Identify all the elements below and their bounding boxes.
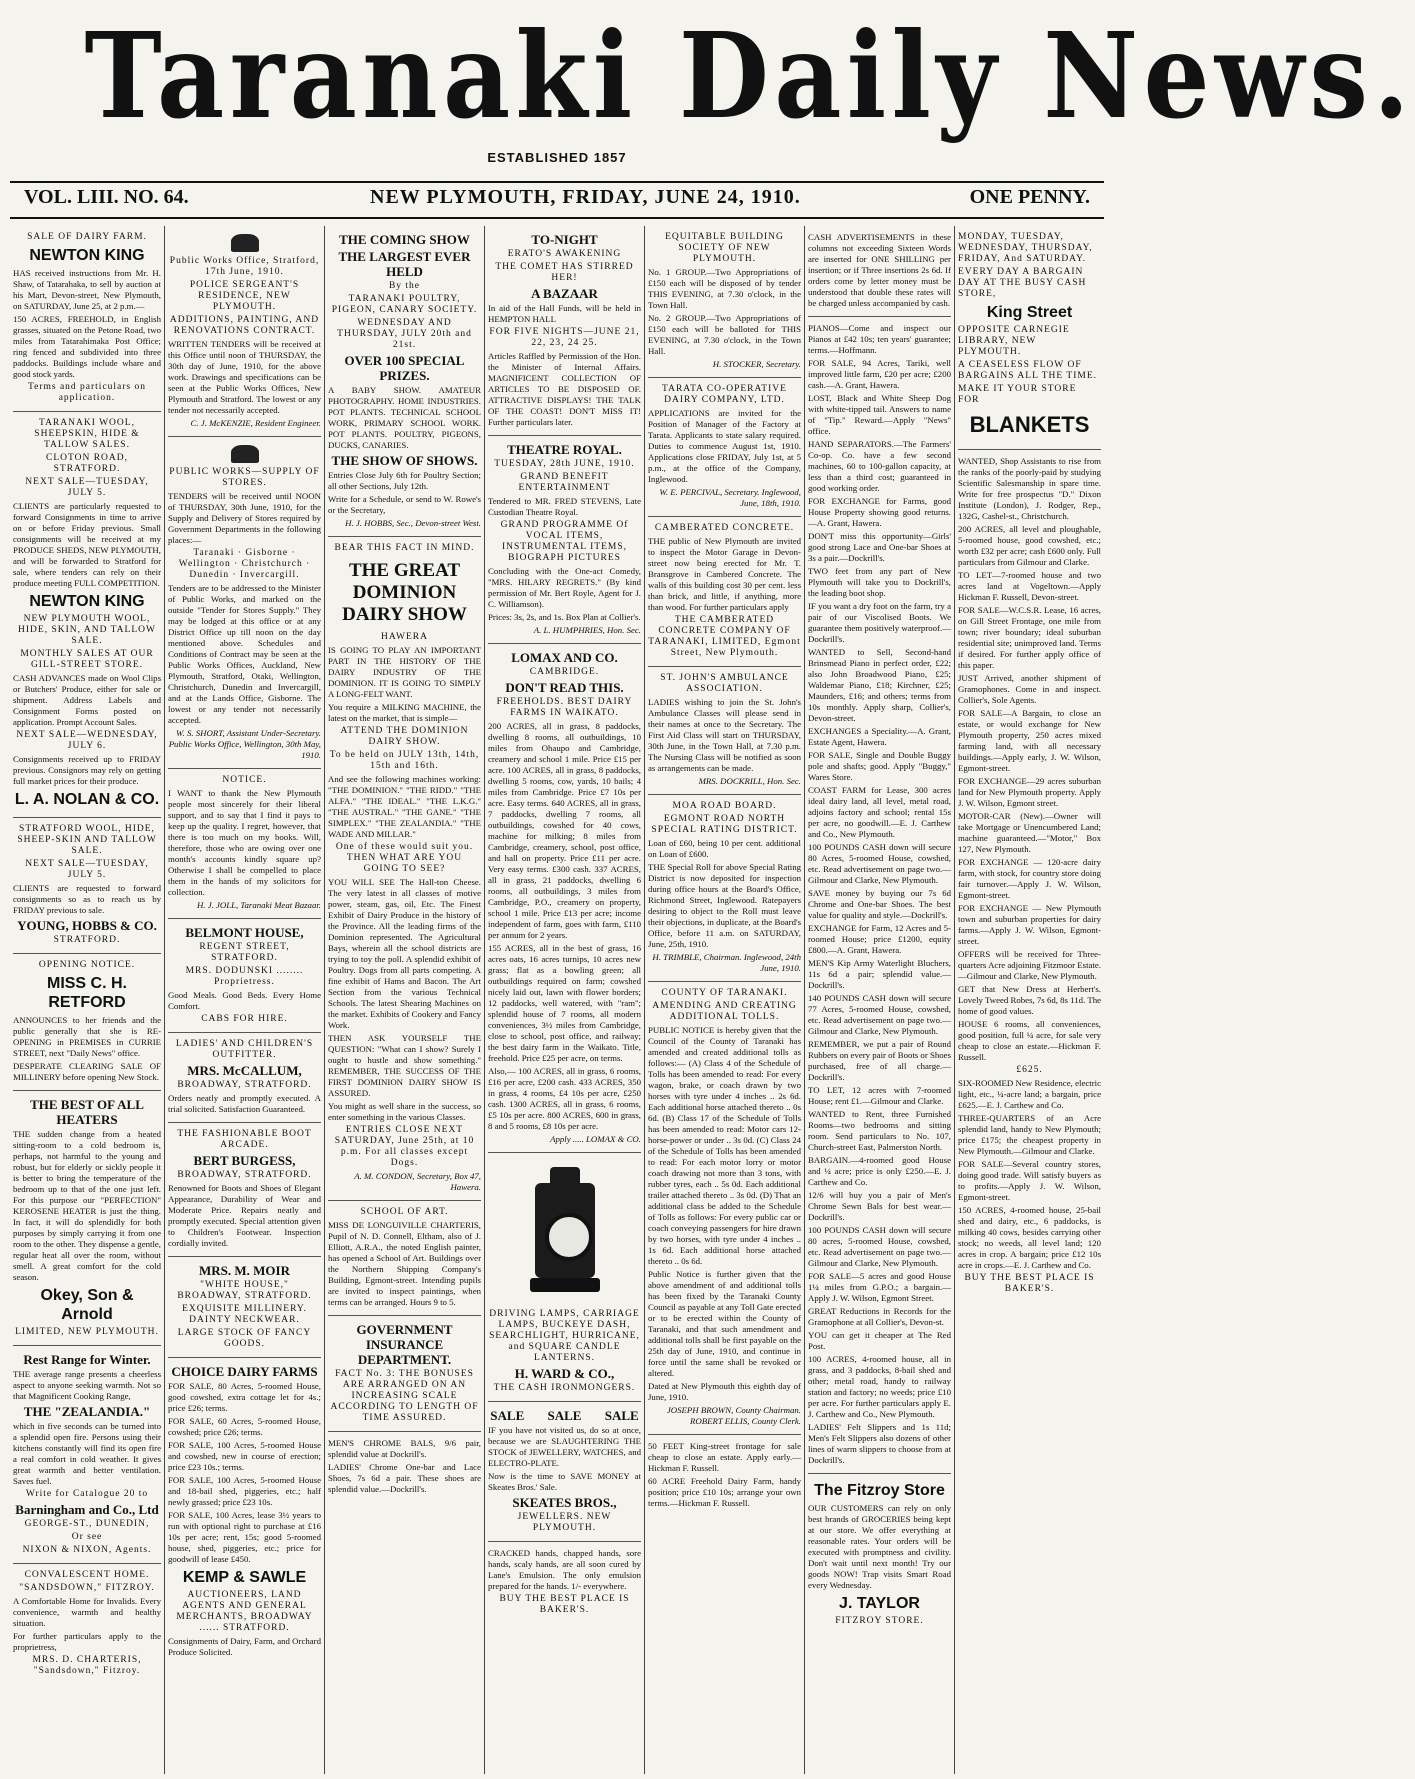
- ad-heading: OPENING NOTICE.: [38, 960, 136, 970]
- firm-name: LOMAX AND CO.: [511, 650, 618, 665]
- ad-heading: GOVERNMENT INSURANCE DEPARTMENT.: [356, 1322, 453, 1367]
- ad-heading: BELMONT HOUSE,: [185, 925, 304, 940]
- ad-text: For further particulars apply to the proprietress,: [13, 1631, 161, 1652]
- ad-text: A Comfortable Home for Invalids. Every convenience, warmth and healthy situation.: [13, 1596, 161, 1628]
- ad-heading: NOTICE.: [222, 775, 267, 785]
- classified-ad: GET that New Dress at Herbert's. Lovely Tweed Robes, 7s 6d, 8s 11d. The home of good values.: [958, 984, 1101, 1016]
- dairy-farms-ad: [168, 1358, 321, 1665]
- ad-text: LADIES wishing to join the St. John's Ambulance Classes will please send in their names at once to the Secretary. The First Aid Class will start on THURSDAY, 30th June, in the Town Hall, at 7.30 p.m. The Nursing Class will be notified as soon as arrangements can be made.: [648, 697, 801, 773]
- theatre-royal-ad: [488, 436, 641, 644]
- ad-text: Taranaki · Gisborne · Wellington · Christchurch · Dunedin · Invercargill.: [178, 548, 311, 580]
- ad-text: CRACKED hands, chapped hands, sore hands, scaly hands, are all soon cured by Lane's Emulsion. The only emulsion prepared for the hands. 1/- everywhere.: [488, 1548, 641, 1591]
- emulsion-ad: [488, 1542, 641, 1623]
- ad-text: BUY THE BEST PLACE IS BAKER'S.: [499, 1594, 630, 1615]
- column-2: [164, 226, 324, 1774]
- ad-text: CLIENTS are particularly requested to forward Consignments in time to arrive on or before Friday previous. Small consignments will be received at my PRODUCE SHEDS, NEW PLYMOUTH, and will be forwarded to Stratford for sale, where tenders can rely on their produce meeting FULL COMPETITION.: [13, 501, 161, 588]
- ad-text: A CEASELESS FLOW OF BARGAINS ALL THE TIME.: [958, 360, 1097, 381]
- classified-ad: LADIES' Felt Slippers and 1s 11d; Men's Felt Slippers also dozens of other lines of warm slippers to choose from at Dockrill's.: [808, 1422, 951, 1465]
- place-and-date: NEW PLYMOUTH, FRIDAY, JUNE 24, 1910.: [370, 186, 801, 208]
- ad-heading: THEATRE ROYAL.: [507, 442, 622, 457]
- ad-text: LADIES' Chrome One-bar and Lace Shoes, 7s 6d a pair. These shoes are splendid value.—Dockrill's.: [328, 1462, 481, 1494]
- ad-text: NEXT SALE—WEDNESDAY, JULY 6.: [16, 730, 158, 751]
- ad-text: CAMBRIDGE.: [529, 667, 600, 677]
- ad-text: No. 2 GROUP.—Two Appropriations of £150 each will be balloted for THIS EVENING, at 7.30 o'clock, in the Town Hall.: [648, 313, 801, 356]
- ad-text: AUCTIONEERS, LAND AGENTS AND GENERAL MERCHANTS, BROADWAY ...... STRATFORD.: [176, 1590, 313, 1633]
- column-5: [644, 226, 804, 1774]
- classified-ad: THREE-QUARTERS of an Acre splendid land, handy to New Plymouth; price £175; the cheapest property in New Plymouth.—Gilmour and Clarke.: [958, 1113, 1101, 1156]
- ad-text: Orders neatly and promptly executed. A trial solicited. Satisfaction Guaranteed.: [168, 1093, 321, 1114]
- ad-heading: CAMBERATED CONCRETE.: [654, 523, 795, 533]
- ad-text: FOR SALE, 60 Acres, 5-roomed House, cowshed; price £26; terms.: [168, 1416, 321, 1437]
- ad-heading: CONVALESCENT HOME.: [24, 1570, 150, 1580]
- signature: JOSEPH BROWN, County Chairman. ROBERT ELLIS, County Clerk.: [666, 1405, 801, 1426]
- millinery-ad: [168, 1257, 321, 1358]
- ad-heading: THE GREAT DOMINION DAIRY SHOW: [342, 560, 467, 625]
- classified-ad: WANTED, Shop Assistants to rise from the ranks of the poorly-paid by studying Scientific Salesmanship in spare time. Write for free prospectus "D." Dixon Institute (London), J. Rodger, Rep., 132G, Cashel-st., Christchurch.: [958, 456, 1101, 521]
- ad-text: Terms and particulars on application.: [27, 382, 147, 403]
- ad-text: "SANDSDOWN," FITZROY.: [19, 1583, 155, 1593]
- firm-name: Barningham and Co., Ltd: [15, 1502, 159, 1517]
- bazaar-ad: [488, 226, 641, 436]
- ad-text: FITZROY STORE.: [835, 1616, 924, 1626]
- classified-ad: 150 ACRES, 4-roomed house, 25-bail shed and dairy, etc., 6 paddocks, is milking 40 cows, besides carrying other stock; no weeds, all level land; 120 acres in crop. A bargain; price £12 10s acre in crops.—E. J. Carthew and Co.: [958, 1205, 1101, 1270]
- ad-text: Concluding with the One-act Comedy, "MRS. HILARY REGRETS." (By kind permission of Mr. Bert Royle, Agent for J. C. Williamson).: [488, 566, 641, 609]
- classified-ad: MEN'S Kip Army Waterlight Bluchers, 11s 6d a pair; splendid value.—Dockrill's.: [808, 958, 951, 990]
- ad-text: Consignments received up to FRIDAY previous. Consignors may rely on getting full market prices for their produce.: [13, 754, 161, 786]
- tarata-dairy-ad: [648, 378, 801, 517]
- firm-name: NEWTON KING: [29, 247, 145, 264]
- ad-heading: EQUITABLE BUILDING SOCIETY OF NEW PLYMOUTH.: [665, 232, 784, 264]
- ad-text: THE Special Roll for above Special Rating District is now deposited for inspection during office hours at the Board's Office, Richmond Street, Inglewood. Ratepayers desiring to object to the Roll must leave their objections, in duplicate, at the Board's Office, before 11 a.m. on SATURDAY, June, 25th, 1910.: [648, 862, 801, 949]
- ad-text: LIMITED, NEW PLYMOUTH.: [15, 1327, 159, 1337]
- classified-ad: JUST Arrived, another shipment of Gramophones. Come in and inspect. Collier's, Sole Agents.: [958, 673, 1101, 705]
- ad-text: YOU WILL SEE The Hall-ton Cheese. The very latest in all classes of motive power, steam, gas, oil, Etc. The Finest Exhibit of Dairy Produce in the history of the Province. All the leading firms of the Dominion represented. The Agricultural Bays, wherein all the school districts are trying to toy the poll. A splendid exhibit of Poultry. Dogs from all parts competing. A fine exhibit of Hams and Bacon. The Art Section from the various Technical Schools. The latest Shearing Machines on the market. Exhibits of Cookery and Fancy Work.: [328, 877, 481, 1030]
- concrete-ad: [648, 517, 801, 667]
- ad-text: By the: [388, 281, 421, 291]
- ad-text: You might as well share in the success, so enter something in the various Classes.: [328, 1101, 481, 1122]
- top-rule: [10, 181, 1104, 183]
- signature: H. STOCKER, Secretary.: [712, 359, 801, 369]
- ad-text: THE CASH IRONMONGERS.: [493, 1383, 636, 1393]
- ad-text: In aid of the Hall Funds, will be held in HEMPTON HALL: [488, 303, 641, 324]
- ad-text: Now is the time to SAVE MONEY at Skeates Bros.' Sale.: [488, 1471, 641, 1492]
- ad-text: DRIVING LAMPS, CARRIAGE LAMPS, BUCKEYE DASH, SEARCHLIGHT, HURRICANE, and SQUARE CANDLE LANTERNS.: [489, 1309, 640, 1363]
- ad-text: Renowned for Boots and Shoes of Elegant Appearance, Durability of Wear and Moderate Price. Repairs neatly and promptly executed. Special attention given to Children's Footwear. Inspection cordially invited.: [168, 1183, 321, 1248]
- ad-text: MRS. DODUNSKI ........ Proprietress.: [185, 966, 304, 987]
- ad-text: FOR FIVE NIGHTS—JUNE 21, 22, 23, 24 25.: [489, 327, 640, 348]
- ad-text: BROADWAY, STRATFORD.: [177, 1080, 312, 1090]
- ad-text: DESPERATE CLEARING SALE OF MILLINERY before opening New Stock.: [13, 1061, 161, 1082]
- ad-text: FOR SALE, 80 Acres, 5-roomed House, good cowshed, extra cottage let for 4s.; price £26; terms.: [168, 1381, 321, 1413]
- classified-ad: FOR EXCHANGE for Farms, good House Property showing good returns.—A. Grant, Hawera.: [808, 496, 951, 528]
- classified-ad: MOTOR-CAR (New).—Owner will take Mortgage or Unencumbered Land; machine guaranteed.—"Motor," Box 127, New Plymouth.: [958, 811, 1101, 854]
- firm-name: L. A. NOLAN & CO.: [14, 791, 160, 808]
- ad-text: ANNOUNCES to her friends and the public generally that she is RE-OPENING in PREMISES in CURRIE STREET, next "Daily News" office.: [13, 1015, 161, 1058]
- ad-text: Tendered to MR. FRED STEVENS, Late Custodian Theatre Royal.: [488, 496, 641, 517]
- firm-name: H. WARD & CO.,: [514, 1366, 615, 1381]
- newspaper-title: Taranaki Daily News.: [84, 6, 1415, 145]
- signature: W. E. PERCIVAL, Secretary. Inglewood, June, 18th, 1910.: [659, 487, 801, 508]
- ad-text: 60 ACRE Freehold Dairy Farm, handy position; price £10 10s; arrange your own terms.—Hickman F. Russell.: [648, 1476, 801, 1508]
- ad-heading: COUNTY OF TARANAKI.: [661, 988, 788, 998]
- ad-text: To be held on JULY 13th, 14th, 15th and 16th.: [329, 750, 480, 771]
- firm-name: The Fitzroy Store: [814, 1482, 945, 1499]
- ad-heading: THE BEST OF ALL HEATERS: [30, 1097, 144, 1127]
- firm-name: Okey, Son & Arnold: [40, 1287, 134, 1323]
- classified-ad: FOR SALE—5 acres and good House 1¼ miles from G.P.O.; a bargain.—Apply J. W. Wilson, Egmont Street.: [808, 1271, 951, 1303]
- fitzroy-store-ad: [808, 1474, 951, 1634]
- ad-text: NEXT SALE—TUESDAY, JULY 5.: [25, 859, 149, 880]
- classified-ad: BARGAIN.—4-roomed good House and ¼ acre; price is only £250.—E. J. Carthew and Co.: [808, 1155, 951, 1187]
- ad-text: FACT No. 3: THE BONUSES ARE ARRANGED ON AN INCREASING SCALE ACCORDING TO LENGTH OF TIME ASSURED.: [330, 1369, 479, 1423]
- ad-text: TUESDAY, 28th JUNE, 1910.: [494, 459, 635, 469]
- dairy-farm-sale-ad: [13, 226, 161, 412]
- ad-text: FREEHOLDS. BEST DAIRY FARMS IN WAIKATO.: [496, 697, 633, 718]
- ad-heading: LADIES' AND CHILDREN'S OUTFITTER.: [175, 1039, 314, 1060]
- ad-text: I WANT to thank the New Plymouth people most sincerely for their liberal support, and to say that I find it pays to keep up the quality. I regret, however, that there is too much on my books. Will, therefore, those who are owing over one month's accounts kindly square up? Otherwise I shall be compelled to place them in the hands of my solicitors for collection.: [168, 788, 321, 897]
- ad-text: NEXT SALE—TUESDAY, JULY 5.: [25, 477, 149, 498]
- signature: A. L. HUMPHRIES, Hon. Sec.: [533, 625, 641, 635]
- ad-text: GEORGE-ST., DUNEDIN,: [24, 1519, 150, 1529]
- ad-text: GRAND PROGRAMME Of VOCAL ITEMS, INSTRUMENTAL ITEMS, BIOGRAPH PICTURES: [500, 520, 629, 563]
- ad-heading: PUBLIC WORKS—SUPPLY OF STORES.: [169, 467, 320, 488]
- ad-text: THE sudden change from a heated sitting-room to a cold bedroom is, perhaps, not harmful to the young and robust, but for elderly or sickly people it is better to bring the temperature of the bedroom up to that of the one just left. For this purpose our "PERFECTION" KEROSENE HEATER is just the thing. In fact, it will do splendidly for both purposes by simply carrying it from one room to the other. They dispense a gentle, regular heat all over the room, without smell. A great comfort for the cold season.: [13, 1129, 161, 1282]
- range-ad: [13, 1346, 161, 1564]
- classified-ad: FOR EXCHANGE — 120-acre dairy farm, with stock, for country store doing fair turnover.—Apply J. W. Wilson, Egmont-street.: [958, 857, 1101, 900]
- signature: MRS. DOCKRILL, Hon. Sec.: [698, 776, 801, 786]
- price: ONE PENNY.: [969, 186, 1090, 208]
- ad-text: 200 ACRES, all in grass, 8 paddocks, dwelling 8 rooms, all outbuildings, 10 miles from Ohaupo and Cambridge, creamery and school 1 mile. Price £15 per acre. 100 ACRES, all in grass, 8 paddocks, dwelling 5 rooms, cow, yards, 10 bails; 4 miles from Cambridge. Price £7 10s per acre. Easy terms. 640 ACRES, all in grass, 7 paddocks, dwelling 7 rooms, all outbuildings, cowshed for 40 cows, machine for milking; 8 miles from Cambridge, creamery, school, post office, and hall on property. Price £11 per acre. Very easy terms. £300 cash. 337 ACRES, all in grass, 21 paddocks, dwelling 6 rooms, all outbuildings, 3 miles from Cambridge, P.O., creamery on property, school 1 mile. Price £13 per acre; income independent of farm, goes with farm, £110 per annum for 2 years.: [488, 721, 641, 940]
- classified-notice: [808, 226, 951, 317]
- ad-heading: BLANKETS: [969, 412, 1090, 437]
- ad-text: Dated at New Plymouth this eighth day of June, 1910.: [648, 1381, 801, 1402]
- supply-of-stores-ad: [168, 437, 321, 769]
- signature: H. J. HOBBS, Sec., Devon-street West.: [345, 518, 481, 528]
- firm-name: King Street: [986, 304, 1073, 321]
- ad-text: CLIENTS are requested to forward consignments so as to reach us by FRIDAY previous to sale.: [13, 883, 161, 915]
- ad-text: IF you have not visited us, do so at once, because we are SLAUGHTERING THE STOCK of JEWELLERY, WATCHES, and ELECTRO-PLATE.: [488, 1425, 641, 1468]
- classified-ad: WANTED to Rent, three Furnished Rooms—two bedrooms and sitting room. Send particulars to No. 107, Church-street East, Palmerston North.: [808, 1109, 951, 1152]
- ad-heading: SCHOOL OF ART.: [360, 1207, 449, 1217]
- ad-heading: DON'T READ THIS.: [505, 680, 624, 695]
- ad-text: 50 FEET King-street frontage for sale cheap to close an estate. Apply early.—Hickman F. Russell.: [648, 1441, 801, 1473]
- classified-ad: REMEMBER, we put a pair of Round Rubbers on every pair of Boots or Shoes purchased, free of all charge.—Dockrill's.: [808, 1039, 951, 1082]
- ad-heading: OVER 100 SPECIAL PRIZES.: [344, 353, 465, 383]
- column-4: [484, 226, 644, 1774]
- ad-text: Public Notice is further given that the above amendment of and additional tolls has been fixed by the Taranaki County Council as payable at any Toll Gate erected or to be erected within the County of Taranaki, and that such amendment and additional tolls shall be first payable on the 25th day of June, 1910, and continue in force until the same shall be revoked or altered.: [648, 1269, 801, 1378]
- ad-text: CLOTON ROAD, STRATFORD.: [45, 453, 129, 474]
- classified-ad: GREAT Reductions in Records for the Gramophone at all Collier's, Devon-st.: [808, 1306, 951, 1327]
- ad-text: BROADWAY, STRATFORD.: [177, 1170, 312, 1180]
- classified-ad: SIX-ROOMED New Residence, electric light, etc., ¼-acre land; a bargain, price £625.—E. J. Carthew and Co.: [958, 1078, 1101, 1110]
- heaters-ad: [13, 1091, 161, 1346]
- ad-heading: AMENDING AND CREATING ADDITIONAL TOLLS.: [652, 1001, 797, 1022]
- lamp-icon: [510, 1163, 620, 1303]
- ad-text: which in five seconds can be turned into a splendid open fire. Persons using their kitchens constantly will find its open fire a real comfort in cold weather. It gives great warmth and better ventilation. Saves fuel.: [13, 1421, 161, 1486]
- ad-text: OPPOSITE CARNEGIE LIBRARY, NEW PLYMOUTH.: [958, 325, 1070, 357]
- classified-ad: FOR SALE—A Bargain, to close an estate, or would exchange for New Plymouth property, 250 acres mixed farming land, with all necessary buildings.—Apply early, J. W. Wilson, Egmont-street.: [958, 708, 1101, 773]
- ad-text: THE CAMBERATED CONCRETE COMPANY OF TARANAKI, LIMITED, Egmont Street, New Plymouth.: [648, 615, 801, 658]
- classified-ad: £625.: [1016, 1065, 1043, 1075]
- police-residence-ad: [168, 226, 321, 437]
- ad-text: EVERY DAY A BARGAIN DAY AT THE BUSY CASH STORE,: [958, 267, 1087, 299]
- ad-heading: MOA ROAD BOARD.: [672, 801, 777, 811]
- classified-ad: IF you want a dry foot on the farm, try a pair of our Viscolised Boots. We guarantee them positively waterproof.—Dockrill's.: [808, 601, 951, 644]
- masthead: [0, 0, 1415, 176]
- ad-text: FOR SALE, 100 Acres, 5-roomed House and 18-bail shed, piggeries, etc.; half newly grassed; price £23 10s.: [168, 1475, 321, 1507]
- established-line: ESTABLISHED 1857: [487, 150, 627, 165]
- stratford-wool-ad: [13, 818, 161, 954]
- ad-heading: BEAR THIS FACT IN MIND.: [334, 543, 475, 553]
- bottom-rule: [10, 217, 1104, 219]
- ad-text: Consignments of Dairy, Farm, and Orchard Produce Solicited.: [168, 1636, 321, 1657]
- classified-ads-2: [958, 450, 1101, 1302]
- ad-heading: ADDITIONS, PAINTING, AND RENOVATIONS CONTRACT.: [169, 315, 320, 336]
- ad-heading: SALE OF DAIRY FARM.: [27, 232, 147, 242]
- classified-ad: BUY THE BEST PLACE IS BAKER'S.: [964, 1273, 1095, 1294]
- ad-heading: ST. JOHN'S AMBULANCE ASSOCIATION.: [660, 673, 789, 694]
- signature: C. J. McKENZIE, Resident Engineer.: [190, 418, 321, 428]
- ad-text: 155 ACRES, all in the best of grass, 16 acres oats, 16 acres turnips, 10 acres new grass; flat as a bowling green; all outbuildings required on farm; cowshed nicely laid out, lawn with flower borders; 12 paddocks, well watered, with "ram"; splendid house of 7 rooms, all modern conveniences, 3½ miles from Cambridge, close to school, post office, and railway; the best dairy farm in the Waikato. Title, freehold. Price £25 per acre, on terms.: [488, 943, 641, 1063]
- classified-ad: WANTED to Sell, Second-hand Brinsmead Piano in perfect order, £22; also John Broadwood Piano, £25; Waldemar Piano, £18; Kirchner, £25; Maunders, £16; and others; terms from 10s monthly. Apply sharp, Collier's, Devon-street.: [808, 647, 951, 723]
- classified-ad: HAND SEPARATORS.—The Farmers' Co-op. Co. have a few second machines, 60 to 100-gallon capacity, at less than a third cost; guaranteed in good working order.: [808, 439, 951, 493]
- ad-text: One of these would suit you. THEN WHAT ARE YOU GOING TO SEE?: [335, 842, 474, 874]
- ad-heading: THE SHOW OF SHOWS.: [331, 453, 478, 468]
- wool-sales-ad: [13, 412, 161, 818]
- ad-text: Entries Close July 6th for Poultry Section; all other Sections, July 12th.: [328, 470, 481, 491]
- classified-ad: TO LET, 12 acres with 7-roomed House; rent £1.—Gilmour and Clarke.: [808, 1085, 951, 1106]
- columns: [10, 226, 1104, 1774]
- classified-ad: 100 POUNDS CASH down will secure 80 Acres, 5-roomed House, cowshed, etc. Read advertisement on page two.—Gilmour and Clarke, New Plymouth.: [808, 842, 951, 885]
- ad-text: EXQUISITE MILLINERY. DAINTY NECKWEAR.: [182, 1304, 307, 1325]
- building-society-ad: [648, 226, 801, 378]
- ad-text: MRS. D. CHARTERIS, "Sandsdown," Fitzroy.: [32, 1655, 142, 1676]
- ad-text: ENTRIES CLOSE NEXT SATURDAY, June 25th, at 10 p.m. For all classes except Dogs.: [334, 1125, 475, 1168]
- classified-ad: 200 ACRES, all level and ploughable, 5-roomed house, good cowshed, etc.; worth £32 per acre; cash £600 only. Full particulars from Gilmour and Clarke.: [958, 524, 1101, 567]
- ad-text: Good Meals. Good Beds. Every Home Comfort.: [168, 990, 321, 1011]
- ad-heading: THE LARGEST EVER HELD: [338, 249, 471, 279]
- ad-text: STRATFORD.: [53, 935, 121, 945]
- signature: A. M. CONDON, Secretary, Box 47, Hawera.: [354, 1171, 481, 1192]
- firm-name: SKEATES BROS.,: [512, 1495, 617, 1510]
- firm-name: J. TAYLOR: [839, 1595, 920, 1612]
- ad-text: WEDNESDAY AND THURSDAY, JULY 20th and 21st.: [337, 318, 472, 350]
- classified-ad: TWO feet from any part of New Plymouth will take you to Dockrill's, the leading boot shop.: [808, 566, 951, 598]
- crest-icon: [227, 232, 263, 254]
- ad-heading: STRATFORD WOOL, HIDE, SHEEP-SKIN AND TALLOW SALE.: [17, 824, 157, 856]
- ad-heading: TO-NIGHT: [531, 232, 598, 247]
- classified-ad: FOR SALE, 94 Acres, Tariki, well improved little farm, £20 per acre; £200 cash.—A. Grant, Hawera.: [808, 358, 951, 390]
- ad-text: HAS received instructions from Mr. H. Shaw, of Tatarahaka, to sell by auction at his Mart, Devon-street, New Plymouth, on SATURDAY, June 25, at 2 p.m.—: [13, 268, 161, 311]
- ad-heading: ERATO'S AWAKENING: [507, 249, 622, 259]
- ad-text: MONTHLY SALES AT OUR GILL-STREET STORE.: [20, 649, 154, 670]
- ad-text: TENDERS will be received until NOON of THURSDAY, 30th June, 1910, for the Supply and Delivery of Stores required by Government Departments in the following places:—: [168, 491, 321, 545]
- ad-text: THEN ASK YOURSELF THE QUESTION: "What can I show? Surely I ought to hustle and show something." REMEMBER, THE SUCCESS OF THE FIRST DOMINION DAIRY SHOW IS ASSURED.: [328, 1033, 481, 1098]
- ad-text: HAWERA: [381, 632, 428, 642]
- ad-text: Prices: 3s, 2s, and 1s. Box Plan at Collier's.: [488, 612, 641, 622]
- ad-text: APPLICATIONS are invited for the Position of Manager of the Factory at Tarata. Applicants to state salary required. Duties to commence August 1st, 1910. Applications close FRIDAY, July 1st, at 5 p.m., at the office of the Company, Inglewood.: [648, 408, 801, 484]
- classified-ad: SAVE money by buying our 7s 6d Chrome and One-bar Shoes. The best value for quality and style.—Dockrill's.: [808, 888, 951, 920]
- ad-text: FOR SALE, 100 Acres, lease 3½ years to run with optional right to purchase at £16 10s per acre; rent, 15s; good 5-roomed house, shed, piggeries, etc.; price for goodwill of lease £450.: [168, 1510, 321, 1564]
- ad-heading: THE FASHIONABLE BOOT ARCADE.: [177, 1129, 312, 1150]
- ad-heading: TARANAKI POULTRY, PIGEON, CANARY SOCIETY.: [331, 294, 478, 315]
- notice-ad: [168, 769, 321, 919]
- classified-ad: EXCHANGES a Speciality.—A. Grant, Estate Agent, Hawera.: [808, 726, 951, 747]
- crest-icon: [227, 443, 263, 465]
- ad-text: THE public of New Plymouth are invited to inspect the Motor Garage in Devon-street now being erected for Mr. T. Bransgrove in Cambered Concrete. The walls of this building cost 30 per cent. less than brick, and little, if anything, more than wood. For further particulars apply: [648, 536, 801, 612]
- ad-text: MONDAY, TUESDAY, WEDNESDAY, THURSDAY, FRIDAY, And SATURDAY.: [958, 232, 1093, 264]
- county-tolls-ad: [648, 982, 801, 1435]
- ad-heading: EGMONT ROAD NORTH SPECIAL RATING DISTRICT.: [651, 814, 798, 835]
- school-of-art-ad: [328, 1201, 481, 1316]
- ad-text: MEN'S CHROME BALS, 9/6 pair, splendid value at Dockrill's.: [328, 1438, 481, 1459]
- ad-text: 150 ACRES, FREEHOLD, in English grasses, situated on the Petone Road, two miles from Tatarahimaka Post Office; ring fenced and subdivided into three paddocks. Buildings include whare and good stock yards.: [13, 314, 161, 379]
- classified-ad: FOR EXCHANGE—29 acres suburban land for New Plymouth property. Apply J. W. Wilson, Egmont street.: [958, 776, 1101, 808]
- ad-text: And see the following machines working: "THE DOMINION." "THE RIDD." "THE ALFA." "THE IDEAL." "THE L.K.G." "THE AUSTRAL." "THE GANE." "THE SIMPLEX." "THE ZEALANDIA." "THE WADE AND MILLAR.": [328, 774, 481, 839]
- ad-heading: TARATA CO-OPERATIVE DAIRY COMPANY, LTD.: [662, 384, 787, 405]
- shoes-ad: [328, 1432, 481, 1502]
- ad-heading: POLICE SERGEANT'S RESIDENCE, NEW PLYMOUTH.: [189, 280, 300, 312]
- ad-heading: CHOICE DAIRY FARMS: [171, 1364, 318, 1379]
- ad-text: A BABY SHOW. AMATEUR PHOTOGRAPHY. HOME INDUSTRIES. POT PLANTS. TECHNICAL SCHOOL WORK, PRIMARY SCHOOL WORK. POT PLANTS. POULTRY, PIGEONS, DUCKS, CANARIES.: [328, 385, 481, 450]
- volume-number: VOL. LIII. NO. 64.: [24, 186, 189, 208]
- classified-ad: 12/6 will buy you a pair of Men's Chrome Sewn Bals for best wear.—Dockrill's.: [808, 1190, 951, 1222]
- ad-text: THE average range presents a cheerless aspect to anyone seeking warmth. Not so that Magnificent Cooking Range,: [13, 1369, 161, 1401]
- russell-ads: [648, 1435, 801, 1516]
- cash-store-ad: [958, 226, 1101, 450]
- classified-ad: PIANOS—Come and inspect our Pianos at £42 10s; ten years' guarantee; terms.—Hoffmann.: [808, 323, 951, 355]
- classified-ad: FOR SALE—Several country stores, doing good trade. Will satisfy buyers as to profits.—Apply J. W. Wilson, Egmont-street.: [958, 1159, 1101, 1202]
- firm-name: MISS C. H. RETFORD: [46, 975, 127, 1011]
- ad-text: No. 1 GROUP.—Two Appropriations of £150 each will be disposed of by tender THIS EVENING, at 7.30 o'clock, in the Town Hall.: [648, 267, 801, 310]
- classified-ad: FOR EXCHANGE — New Plymouth town and suburban properties for dairy farms.—Apply J. W. Wilson, Egmont-street.: [958, 903, 1101, 946]
- firm-name: YOUNG, HOBBS & CO.: [17, 918, 157, 933]
- firm-name: NEWTON KING: [29, 593, 145, 610]
- dairy-show-ad: [328, 537, 481, 1201]
- ad-text: Loan of £60, being 10 per cent. additional on Loan of £600.: [648, 838, 801, 859]
- classified-ad: 100 POUNDS CASH down will secure 80 acres, 5-roomed House, cowshed, etc. Read advertisement on page two.—Gilmour and Clarke, New Plymouth.: [808, 1225, 951, 1268]
- ad-text: NIXON & NIXON, Agents.: [22, 1545, 152, 1555]
- classified-ad: EXCHANGE for Farm, 12 Acres and 5-roomed House; price £1200, equity £800.—A. Grant, Hawera.: [808, 923, 951, 955]
- ad-text: REGENT STREET, STRATFORD.: [199, 942, 290, 963]
- firm-name: MRS. M. MOIR: [199, 1263, 290, 1278]
- signature: Apply ..... LOMAX & CO.: [550, 1134, 641, 1144]
- ad-heading: SALE SALE SALE: [490, 1408, 639, 1423]
- ad-text: MISS DE LONGUIVILLE CHARTERIS, Pupil of N. D. Connell, Eltham, also of J. Elliott, A.R.A., the noted English painter, has opened a School of Art. Buildings over the Northern Shipping Company's Building, Egmont-street. Intending pupils are invited to inspect paintings, when terms can be arranged. Hours 9 to 5.: [328, 1220, 481, 1307]
- column-7: [954, 226, 1104, 1774]
- ad-text: You require a MILKING MACHINE, the latest on the market, that is simple—: [328, 702, 481, 723]
- ad-heading: GRAND BENEFIT ENTERTAINMENT: [518, 472, 611, 493]
- classified-ad: LOST, Black and White Sheep Dog with white-tipped tail. Answers to name of "Tip." Reward.—Apply "News" office.: [808, 393, 951, 436]
- ad-heading: TARANAKI WOOL, SHEEPSKIN, HIDE & TALLOW SALES.: [34, 418, 140, 450]
- ad-text: JEWELLERS. NEW PLYMOUTH.: [517, 1512, 612, 1533]
- column-3: [324, 226, 484, 1774]
- insurance-ad: [328, 1316, 481, 1432]
- firm-name: BERT BURGESS,: [193, 1153, 296, 1168]
- ad-heading: THE "ZEALANDIA.": [23, 1404, 151, 1419]
- ad-text: PUBLIC NOTICE is hereby given that the Council of the County of Taranaki has amended and created additional tolls as follows:— (A) Class 4 of the Schedule of Tolls has been amended to read: For every wagon, brake, or coach drawn by two horses with tyre under 4 inches .. 2s 6d. Each additional horse attached thereto .. 0s 6d. (B) Class 17 of the Schedule of Tolls has been amended to read: Motor cars 12-horse-power or under .. 3s 0d. (C) Class 24 of the Schedule of Tolls has been amended to read: For each motor lorry or motor coach drawing not more than 3 tons, with rubber tyres, each .. 5s 0d. Each additional trailer attached thereto .. 3s 0d. (D) That an additional class be added to the Schedule of Tolls as follows: For every public car or coach conveying passengers for hire drawn by two horses, with tyre under 4 inches .. 1s 6d. Each additional horse attached thereto .. 0s 6d.: [648, 1025, 801, 1266]
- boot-arcade-ad: [168, 1123, 321, 1257]
- classified-ad: 100 ACRES, 4-roomed house, all in grass, and 3 paddocks, 8-bail shed and other; metal road, handy to railway station and factory; no weeds; price £10 per acre. For further particulars apply E. J. Carthew and Co., New Plymouth.: [808, 1354, 951, 1419]
- ad-heading: ATTEND THE DOMINION DAIRY SHOW.: [340, 726, 469, 747]
- ad-text: Write for Catalogue 20 to: [25, 1489, 149, 1499]
- ad-text: OUR CUSTOMERS can rely on only best brands of GROCERIES being kept at our store. We offer everything at reasonable rates. Your orders will be executed with promptness and civility. Don't wait until next month! Try our goods NOW! Trap visits Smart Road every Wednesday.: [808, 1503, 951, 1590]
- ad-heading: THE COMING SHOW: [339, 232, 470, 247]
- classified-ad: FOR SALE, Single and Double Buggy pole and shafts; good. Apply "Buggy," Wares Store.: [808, 750, 951, 782]
- ad-text: Public Works Office, Stratford, 17th June, 1910.: [169, 256, 320, 277]
- classified-ad: OFFERS will be received for Three-quarters Acre adjoining Fitzmoor Estate.—Gilmour and Clarke, New Plymouth.: [958, 949, 1101, 981]
- ad-text: LARGE STOCK OF FANCY GOODS.: [177, 1328, 312, 1349]
- signature: H. TRIMBLE, Chairman. Inglewood, 24th June, 1910.: [652, 952, 801, 973]
- column-6: [804, 226, 954, 1774]
- moa-road-board-ad: [648, 795, 801, 982]
- classified-ad: COAST FARM for Lease, 300 acres ideal dairy land, all level, metal road, adjoins factory and school; rental 15s per acre, no goodwill.—E. J. Carthew and Co., New Plymouth.: [808, 785, 951, 839]
- ad-text: CASH ADVERTISEMENTS in these columns not exceeding Sixteen Words are inserted for ONE SHILLING per insertion; or if Three insertions 2s 6d. If orders come by letter money must be understood that double these rates will be charged unless accompanied by cash.: [808, 232, 951, 308]
- classified-ad: DON'T miss this opportunity—Girls' good strong Lace and One-bar Shoes at 3s a pair.—Dockrill's.: [808, 531, 951, 563]
- signature: H. J. JOLL, Taranaki Meat Bazaar.: [196, 900, 321, 910]
- classified-ad: 140 POUNDS CASH down will secure 77 Acres, 5-roomed House, cowshed, etc. Read advertisement on page two.—Gilmour and Clarke, New Plymouth.: [808, 993, 951, 1036]
- ad-text: MAKE IT YOUR STORE FOR: [958, 384, 1077, 405]
- classified-ad: FOR SALE—W.C.S.R. Lease, 16 acres, on Gill Street Frontage, one mile from town; river boundary; ideal suburban residential site; unimproved land. Terms if desired. For further apply office of this paper.: [958, 605, 1101, 670]
- column-1: [10, 226, 164, 1774]
- classified-ad: TO LET—7-roomed house and two acres land at Vogeltown.—Apply Hickman F. Russell, Devon-street.: [958, 570, 1101, 602]
- classified-ads: [808, 317, 951, 1474]
- ad-text: CASH ADVANCES made on Wool Clips or Butchers' Produce, either for sale or shipment. Address Labels and Consignment Forms posted on application. Prompt Account Sales.: [13, 673, 161, 727]
- ad-text: "WHITE HOUSE," BROADWAY, STRATFORD.: [177, 1280, 312, 1301]
- ad-heading: A BAZAAR: [531, 286, 598, 301]
- ad-text: WRITTEN TENDERS will be received at this Office until noon of THURSDAY, the 30th day of June, 1910, for the above work. Drawings and specifications can be seen at the Public Works Offices, New Plymouth and Stratford. The lowest or any tender not necessarily accepted.: [168, 339, 321, 415]
- convalescent-home-ad: [13, 1564, 161, 1684]
- ad-text: Articles Raffled by Permission of the Hon. the Minister of Internal Affairs. MAGNIFICENT COLLECTION OF ARTICLES TO BE DISPOSED OF. ATTRACTIVE DISPLAYS! THE TALK OF THE COAST! DON'T MISS IT! Further particulars later.: [488, 351, 641, 427]
- ad-text: FOR SALE, 100 Acres, 5-roomed House and cowshed, new in course of erection; price £23 10s.; terms.: [168, 1440, 321, 1472]
- outfitter-ad: [168, 1033, 321, 1123]
- ad-text: Or see: [71, 1532, 103, 1542]
- opening-notice-ad: [13, 954, 161, 1091]
- ad-text: CABS FOR HIRE.: [201, 1014, 288, 1024]
- ad-text: Also,— 100 ACRES, all in grass, 6 rooms, £16 per acre, £200 cash. 433 ACRES, 350 in grass, 4 rooms, £4 10s per acre, £250 cash. 1300 ACRES, all in grass, 6 rooms, £5 10s per acre. 800 ACRES, 600 in grass, 8 and 5 rooms, £8 10s per acre.: [488, 1066, 641, 1131]
- ad-heading: NEW PLYMOUTH WOOL, HIDE, SKIN, AND TALLOW SALE.: [18, 614, 156, 646]
- poultry-show-ad: [328, 226, 481, 537]
- ad-text: Write for a Schedule, or send to W. Rowe's or the Secretary,: [328, 494, 481, 515]
- signature: W. S. SHORT, Assistant Under-Secretary. Public Works Office, Wellington, 30th May, 1910.: [168, 728, 321, 760]
- classified-ad: HOUSE 6 rooms, all conveniences, good position, full ¼ acre, for sale very cheap to close an estate.—Hickman F. Russell.: [958, 1019, 1101, 1062]
- firm-name: MRS. McCALLUM,: [187, 1063, 302, 1078]
- lamps-ad: [488, 1153, 641, 1402]
- firm-name: KEMP & SAWLE: [182, 1569, 307, 1586]
- ad-heading: Rest Range for Winter.: [23, 1352, 151, 1367]
- belmont-house-ad: [168, 919, 321, 1033]
- classified-ad: YOU can get it cheaper at The Red Post.: [808, 1330, 951, 1351]
- dateline: [10, 186, 1104, 214]
- ad-text: Tenders are to be addressed to the Minister of Public Works, and marked on the outside "Tender for Stores Supply." They may be lodged at this office or at any District Office up till noon on the day mentioned above. Schedules and Conditions of Contract may be seen at the Public Works Offices, Auckland, New Plymouth, Stratford, Otaki, Wellington, Christchurch, Dunedin and Invercargill, and at the Lands Office, Gisborne. The lowest or any tender not necessarily accepted.: [168, 583, 321, 725]
- ambulance-ad: [648, 667, 801, 795]
- ad-text: THE COMET HAS STIRRED HER!: [495, 262, 634, 283]
- lomax-ad: [488, 644, 641, 1153]
- ad-text: IS GOING TO PLAY AN IMPORTANT PART IN THE HISTORY OF THE DAIRY INDUSTRY OF THE DOMINION. IT IS GOING TO SIMPLY A LONG-FELT WANT.: [328, 645, 481, 699]
- jewellery-sale-ad: [488, 1402, 641, 1542]
